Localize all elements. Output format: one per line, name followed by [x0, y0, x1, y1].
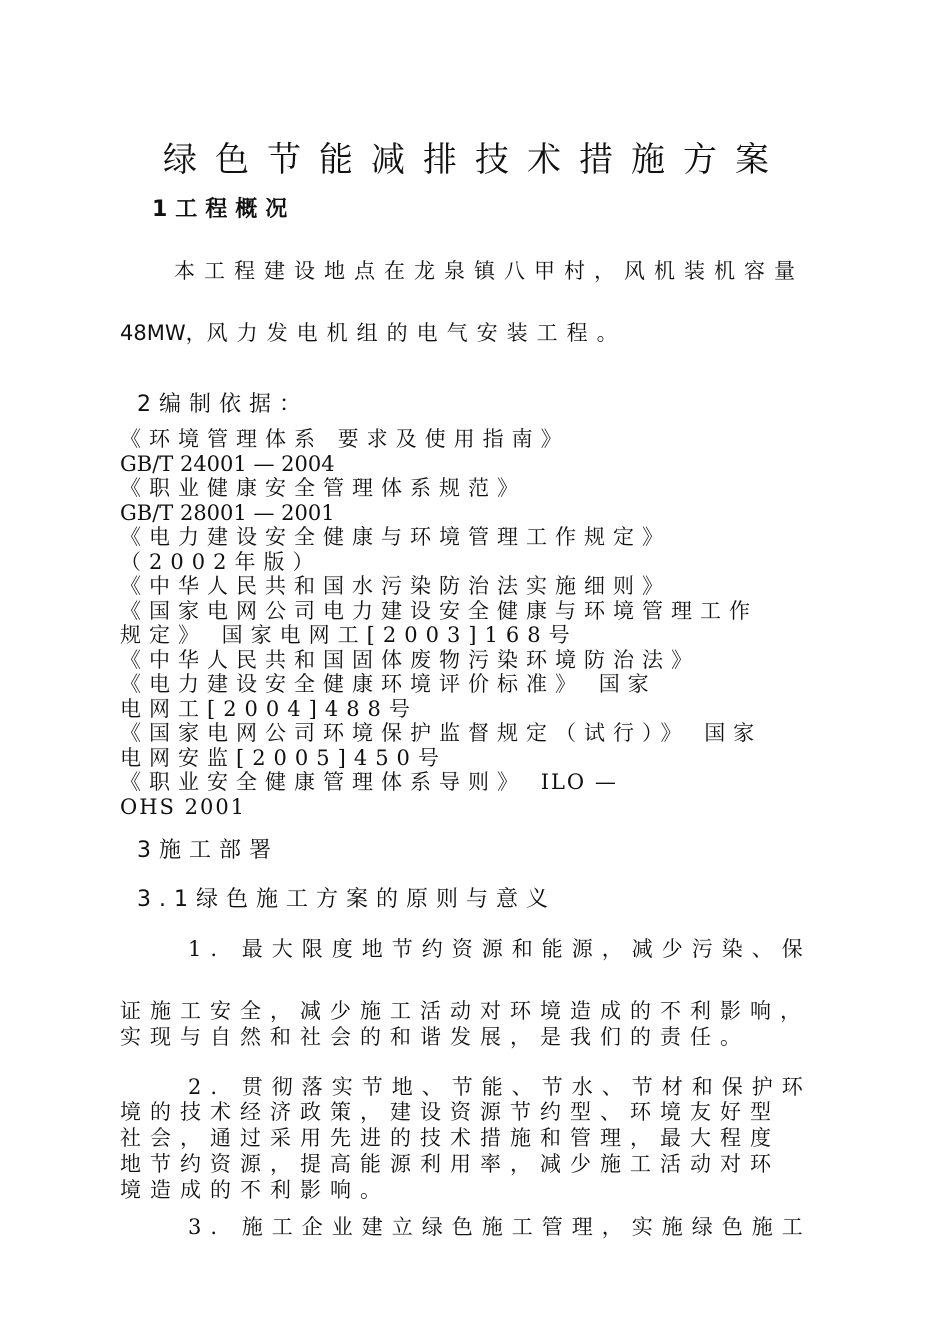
- s1-paragraph-line-1: 本工程建设地点在龙泉镇八甲村，风机装机容量: [174, 259, 804, 283]
- reference-line-split: [120, 721, 850, 746]
- reference-split-right: 国家: [704, 721, 763, 745]
- section-3-heading: 3施工部署: [137, 838, 279, 863]
- reference-line: OHS 2001: [120, 794, 247, 819]
- item-1-line-3: 实现与自然和社会的和谐发展，是我们的责任。: [120, 1025, 750, 1049]
- reference-split-left: 《职业安全健康管理体系导则》: [120, 770, 526, 794]
- item-2-line-1: 2. 贯彻落实节地、节能、节水、节材和保护环: [188, 1075, 812, 1099]
- reference-line: 《中华人民共和国固体废物污染环境防治法》: [120, 647, 700, 672]
- s1-paragraph-line-2-rest: 风力发电机组的电气安装工程。: [206, 321, 627, 345]
- reference-line: 《职业健康安全管理体系规范》: [120, 476, 526, 500]
- item-1-line-2: 证施工安全，减少施工活动对环境造成的不利影响，: [120, 999, 810, 1023]
- reference-split-right: ILO —: [540, 770, 618, 794]
- reference-line-split: [120, 672, 850, 697]
- reference-line: 《中华人民共和国水污染防治法实施细则》: [120, 574, 671, 598]
- item-2-line-3: 社会，通过采用先进的技术措施和管理，最大程度: [120, 1126, 780, 1150]
- reference-line: 电网工[2004]488号: [120, 696, 418, 721]
- section-1-heading: 1工程概况: [152, 197, 296, 222]
- section-3-1-heading: 3.1绿色施工方案的原则与意义: [137, 887, 556, 912]
- reference-line: 《电力建设安全健康与环境管理工作规定》: [120, 525, 671, 549]
- item-2-line-4: 地节约资源，提高能源利用率，减少施工活动对环: [120, 1152, 780, 1176]
- reference-line: 《环境管理体系 要求及使用指南》: [120, 427, 570, 451]
- reference-line: 规定》 国家电网工[2003]168号: [120, 623, 578, 647]
- reference-line: GB/T 28001 — 2001: [120, 500, 335, 525]
- reference-line: （2002年版）: [120, 549, 322, 574]
- reference-line: 电网安监[2005]450号: [120, 745, 447, 770]
- item-2-line-2: 境的技术经济政策，建设资源节约型、环境友好型: [120, 1100, 780, 1124]
- reference-line: GB/T 24001 — 2004: [120, 451, 335, 476]
- reference-line: 《国家电网公司电力建设安全健康与环境管理工作: [120, 598, 758, 623]
- reference-split-left: 《电力建设安全健康环境评价标准》: [120, 672, 584, 696]
- reference-split-right: 国家: [598, 672, 657, 696]
- capacity-value: 48MW，: [120, 321, 207, 345]
- item-2-line-5: 境造成的不利影响。: [120, 1178, 390, 1202]
- reference-line-split: [120, 770, 850, 795]
- section-2-heading: 2编制依据：: [137, 392, 309, 417]
- item-3-line-1: 3. 施工企业建立绿色施工管理，实施绿色施工: [188, 1215, 812, 1239]
- s1-paragraph-line-2: [120, 320, 870, 346]
- reference-list: [120, 427, 850, 819]
- document-title: 绿色节能减排技术措施方案: [163, 140, 787, 180]
- reference-split-left: 《国家电网公司环境保护监督规定（试行）》: [120, 721, 690, 745]
- item-1-line-1: 1. 最大限度地节约资源和能源，减少污染、保: [188, 937, 812, 961]
